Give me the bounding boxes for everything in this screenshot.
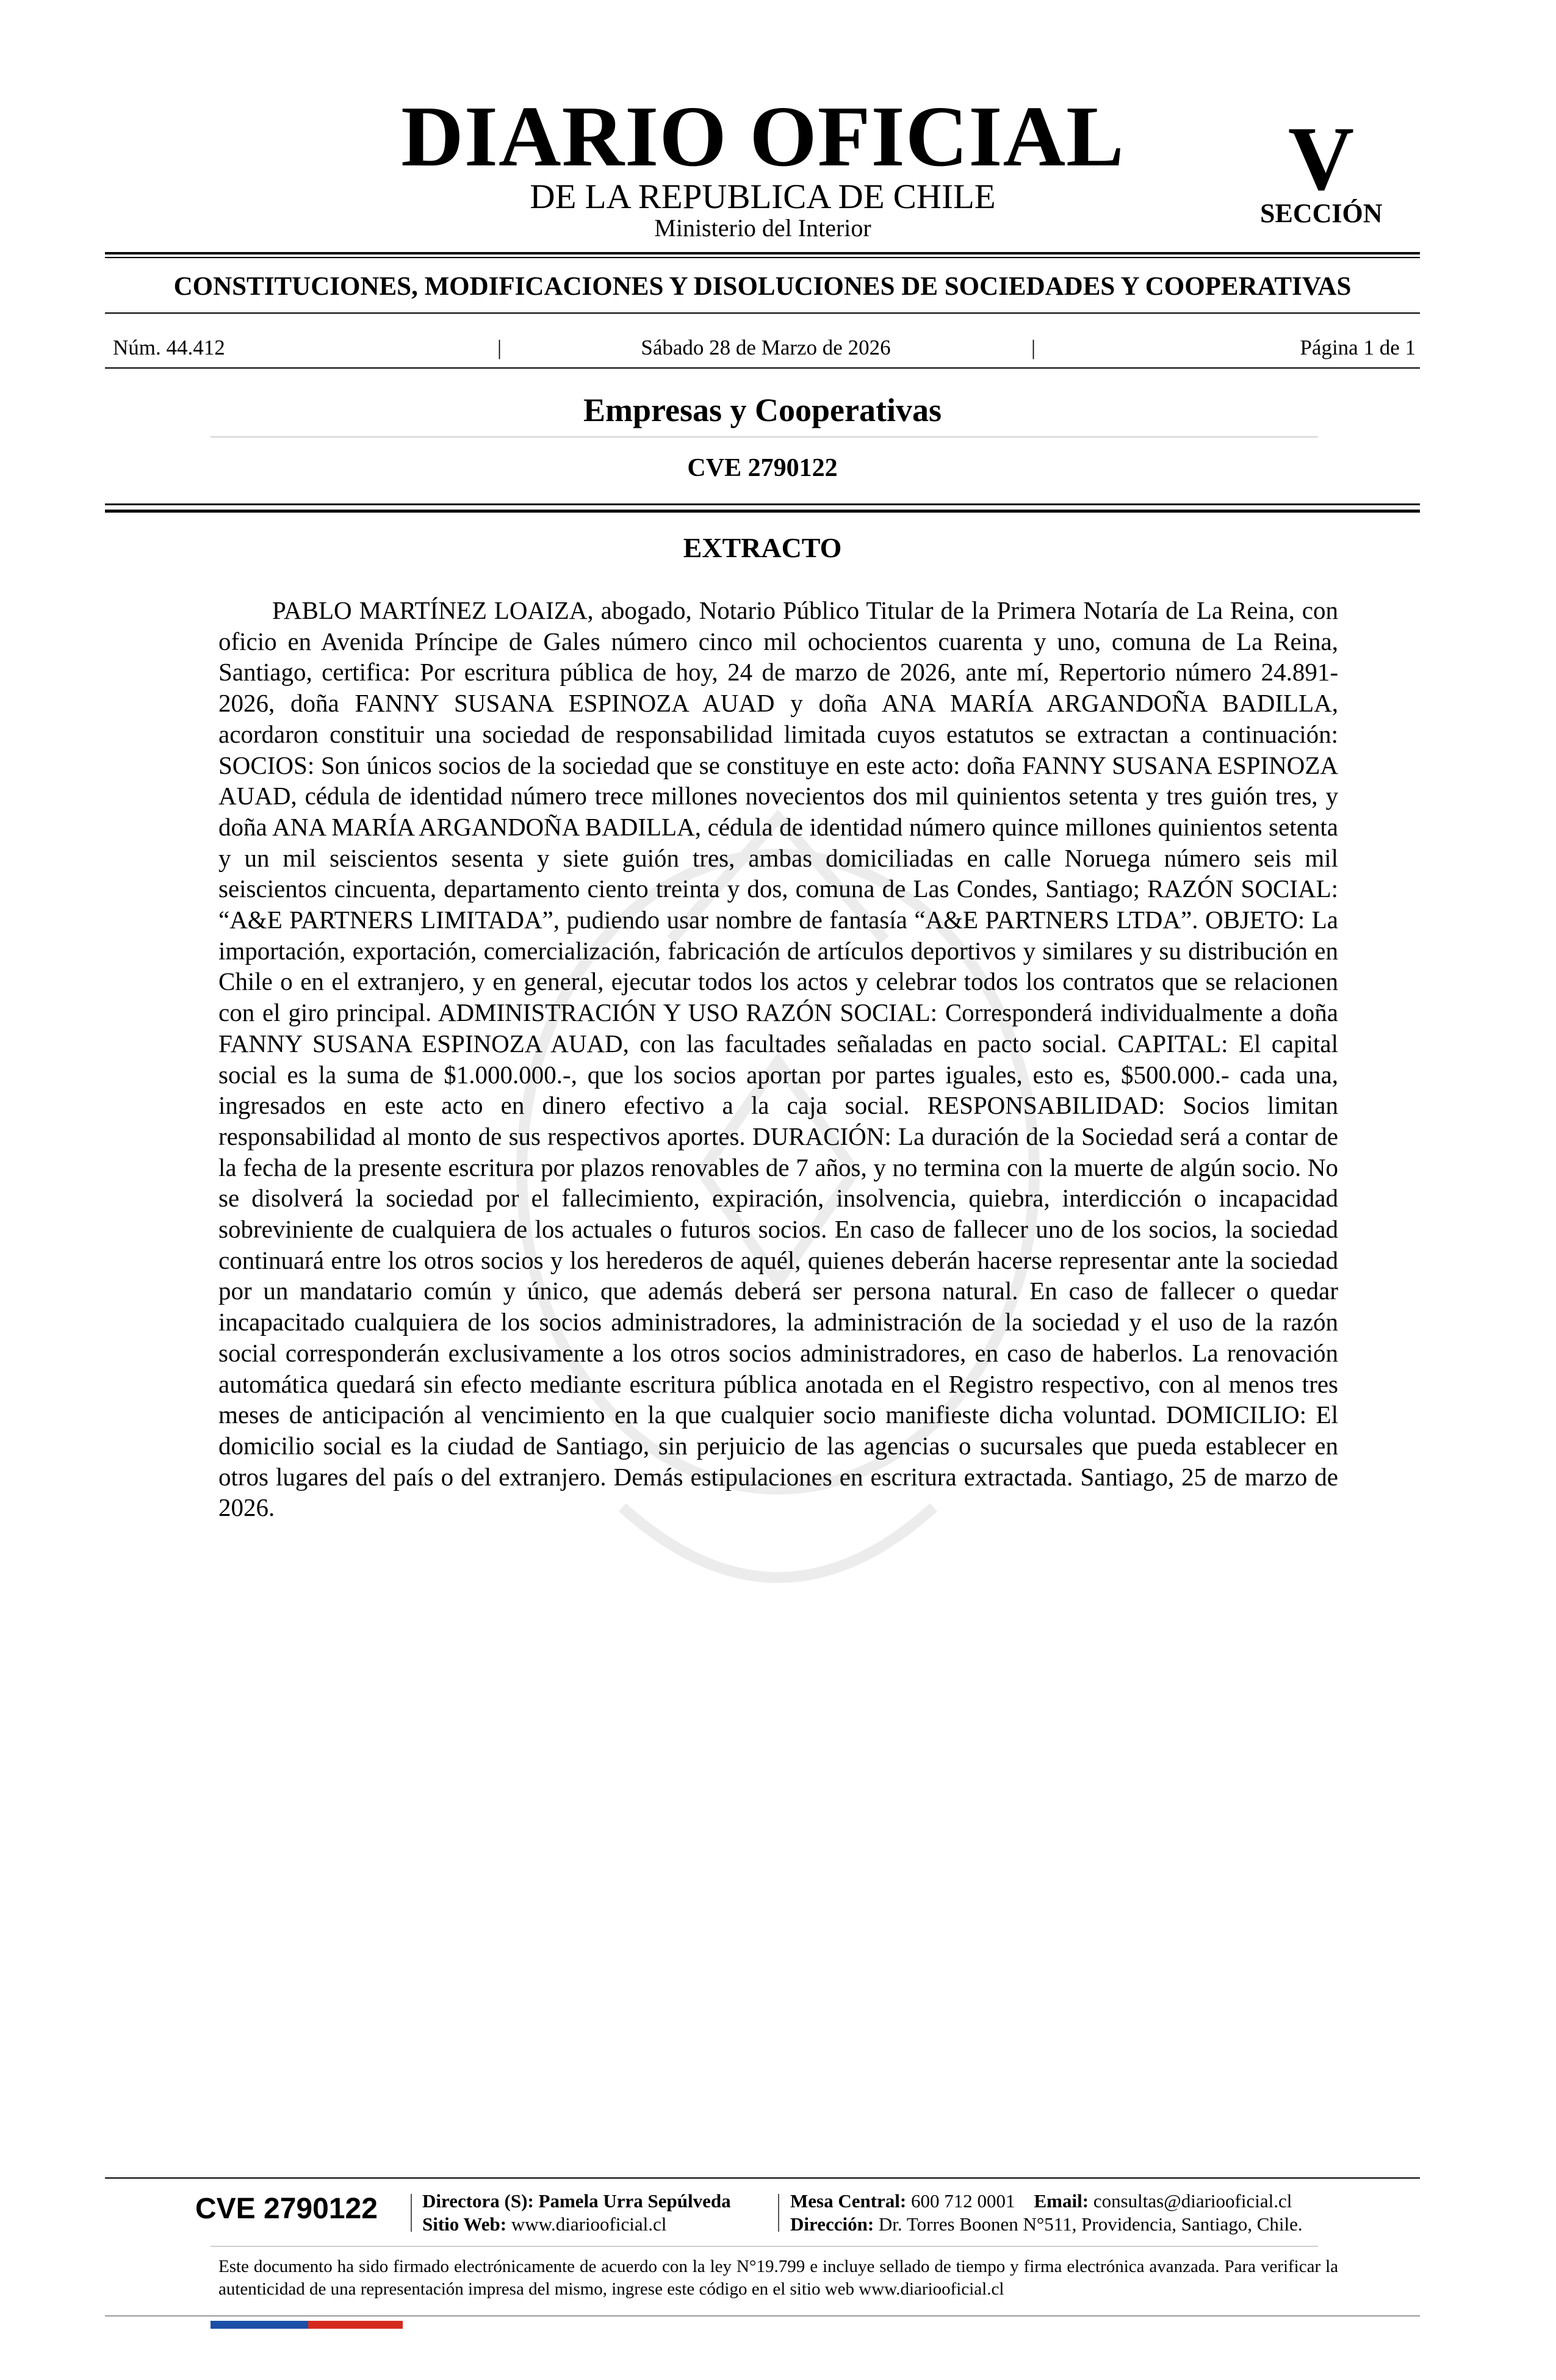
header-rule-top	[105, 252, 1420, 254]
footer-rule-bottom	[105, 2315, 1420, 2317]
category-title: CONSTITUCIONES, MODIFICACIONES Y DISOLUCIONES DE SOCIEDADES Y COOPERATIVAS	[173, 272, 1352, 301]
phone-number: 600 712 0001	[911, 2190, 1015, 2212]
masthead-title: DIARIO OFICIAL	[401, 88, 1125, 184]
address-text: Dr. Torres Boonen N°511, Providencia, Santiago, Chile.	[878, 2213, 1303, 2235]
issue-separator-left: |	[497, 336, 502, 359]
masthead-ministry: Ministerio del Interior	[654, 214, 871, 242]
footer-divider-2	[778, 2194, 779, 2232]
footer-contact-right	[790, 2190, 1370, 2236]
footer-notice: Este documento ha sido firmado electrónicamente de acuerdo con la ley N°19.799 e incluye sellado de tiempo y firma electrónica avanzada. Para verificar la autenticidad de una representación impresa del mismo, ingrese este código en el sitio web www.diariooficial.cl	[218, 2257, 1338, 2299]
cve-code: CVE 2790122	[687, 454, 838, 482]
email-label: Email:	[1034, 2190, 1089, 2212]
issue-date: Sábado 28 de Marzo de 2026	[641, 336, 891, 359]
issue-rule	[105, 367, 1420, 369]
issue-number: Núm. 44.412	[113, 336, 225, 359]
director-label: Directora (S):	[422, 2190, 534, 2212]
masthead-subtitle: DE LA REPUBLICA DE CHILE	[530, 178, 996, 216]
email-link[interactable]: consultas@diariooficial.cl	[1093, 2190, 1292, 2212]
phone-label: Mesa Central:	[790, 2190, 907, 2212]
flag-stripe-blue	[211, 2321, 308, 2329]
footer-cve-code: CVE 2790122	[195, 2193, 378, 2225]
footer-contact-left	[422, 2190, 776, 2236]
issue-page: Página 1 de 1	[1300, 336, 1416, 359]
cve-rule-a	[105, 503, 1420, 505]
director-name: Pamela Urra Sepúlveda	[538, 2190, 731, 2212]
footer-divider-1	[411, 2194, 412, 2232]
document-heading: EXTRACTO	[683, 532, 842, 563]
header-rule-top-thin	[105, 257, 1420, 258]
cve-rule-b	[105, 510, 1420, 513]
category-rule	[105, 312, 1420, 314]
website-link[interactable]: www.diariooficial.cl	[511, 2213, 667, 2235]
document-body: PABLO MARTÍNEZ LOAIZA, abogado, Notario Público Titular de la Primera Notaría de La Reina, con oficio en Avenida Príncipe de Gales número cinco mil ochocientos cuarenta y uno, comuna de La Reina, Santiago, certifica: Por escritura pública de hoy, 24 de marzo de 2026, ante mí, Repertorio número 24.891-2026, doña FANNY SUSANA ESPINOZA AUAD y doña ANA MARÍA ARGANDOÑA BADILLA, acordaron constituir una sociedad de responsabilidad limitada cuyos estatutos se extractan a continuación: SOCIOS: Son únicos socios de la sociedad que se constituye en este acto: doña FANNY SUSANA ESPINOZA AUAD, cédula de identidad número trece millones novecientos dos mil quinientos setenta y tres guión tres, y doña ANA MARÍA ARGANDOÑA BADILLA, cédula de identidad número quince millones quinientos setenta y un mil seiscientos sesenta y siete guión tres, ambas domiciliadas en calle Noruega número seis mil seiscientos cincuenta, departamento ciento treinta y dos, comuna de Las Condes, Santiago; RAZÓN SOCIAL: “A&E PARTNERS LIMITADA”, pudiendo usar nombre de fantasía “A&E PARTNERS LTDA”. OBJETO: La importación, exportación, comercialización, fabricación de artículos deportivos y similares y su distribución en Chile o en el extranjero, y en general, ejecutar todos los actos y celebrar todos los contratos que se relacionen con el giro principal. ADMINISTRACIÓN Y USO RAZÓN SOCIAL: Corresponderá individualmente a doña FANNY SUSANA ESPINOZA AUAD, con las facultades señaladas en pacto social. CAPITAL: El capital social es la suma de $1.000.000.-, que los socios aportan por partes iguales, esto es, $500.000.- cada una, ingresados en este acto en dinero efectivo a la caja social. RESPONSABILIDAD: Socios limitan responsabilidad al monto de sus respectivos aportes. DURACIÓN: La duración de la Sociedad será a contar de la fecha de la presente escritura por plazos renovables de 7 años, y no termina con la muerte de algún socio. No se disolverá la sociedad por el fallecimiento, expiración, insolvencia, quiebra, interdicción o incapacidad sobreviniente de cualquiera de los actuales o futuros socios. En caso de fallecer uno de los socios, la sociedad continuará entre los otros socios y los herederos de aquél, quienes deberán hacerse representar ante la sociedad por un mandatario común y único, que además deberá ser persona natural. En caso de fallecer o quedar incapacitado cualquiera de los socios administradores, la administración de la sociedad y el uso de la razón social corresponderán exclusivamente a los otros socios administradores, en caso de haberlos. La renovación automática quedará sin efecto mediante escritura pública anotada en el Registro respectivo, con al menos tres meses de anticipación al vencimiento en la que cualquier socio manifieste dicha voluntad. DOMICILIO: El domicilio social es la ciudad de Santiago, sin perjuicio de las agencias o sucursales que pueda establecer en otros lugares del país o del extranjero. Demás estipulaciones en escritura extractada. Santiago, 25 de marzo de 2026.	[218, 596, 1338, 1522]
section-title-rule	[211, 436, 1318, 438]
issue-bar	[113, 330, 1416, 366]
footer-rule-mid	[211, 2246, 1318, 2247]
section-word: SECCIÓN	[1260, 198, 1383, 228]
flag-stripe-red	[308, 2321, 403, 2329]
website-label: Sitio Web:	[422, 2213, 507, 2235]
address-label: Dirección:	[790, 2213, 874, 2235]
section-letter: V	[1288, 108, 1355, 209]
section-title: Empresas y Cooperativas	[583, 392, 942, 428]
issue-separator-right: |	[1031, 336, 1036, 359]
footer-rule-top	[105, 2177, 1420, 2179]
